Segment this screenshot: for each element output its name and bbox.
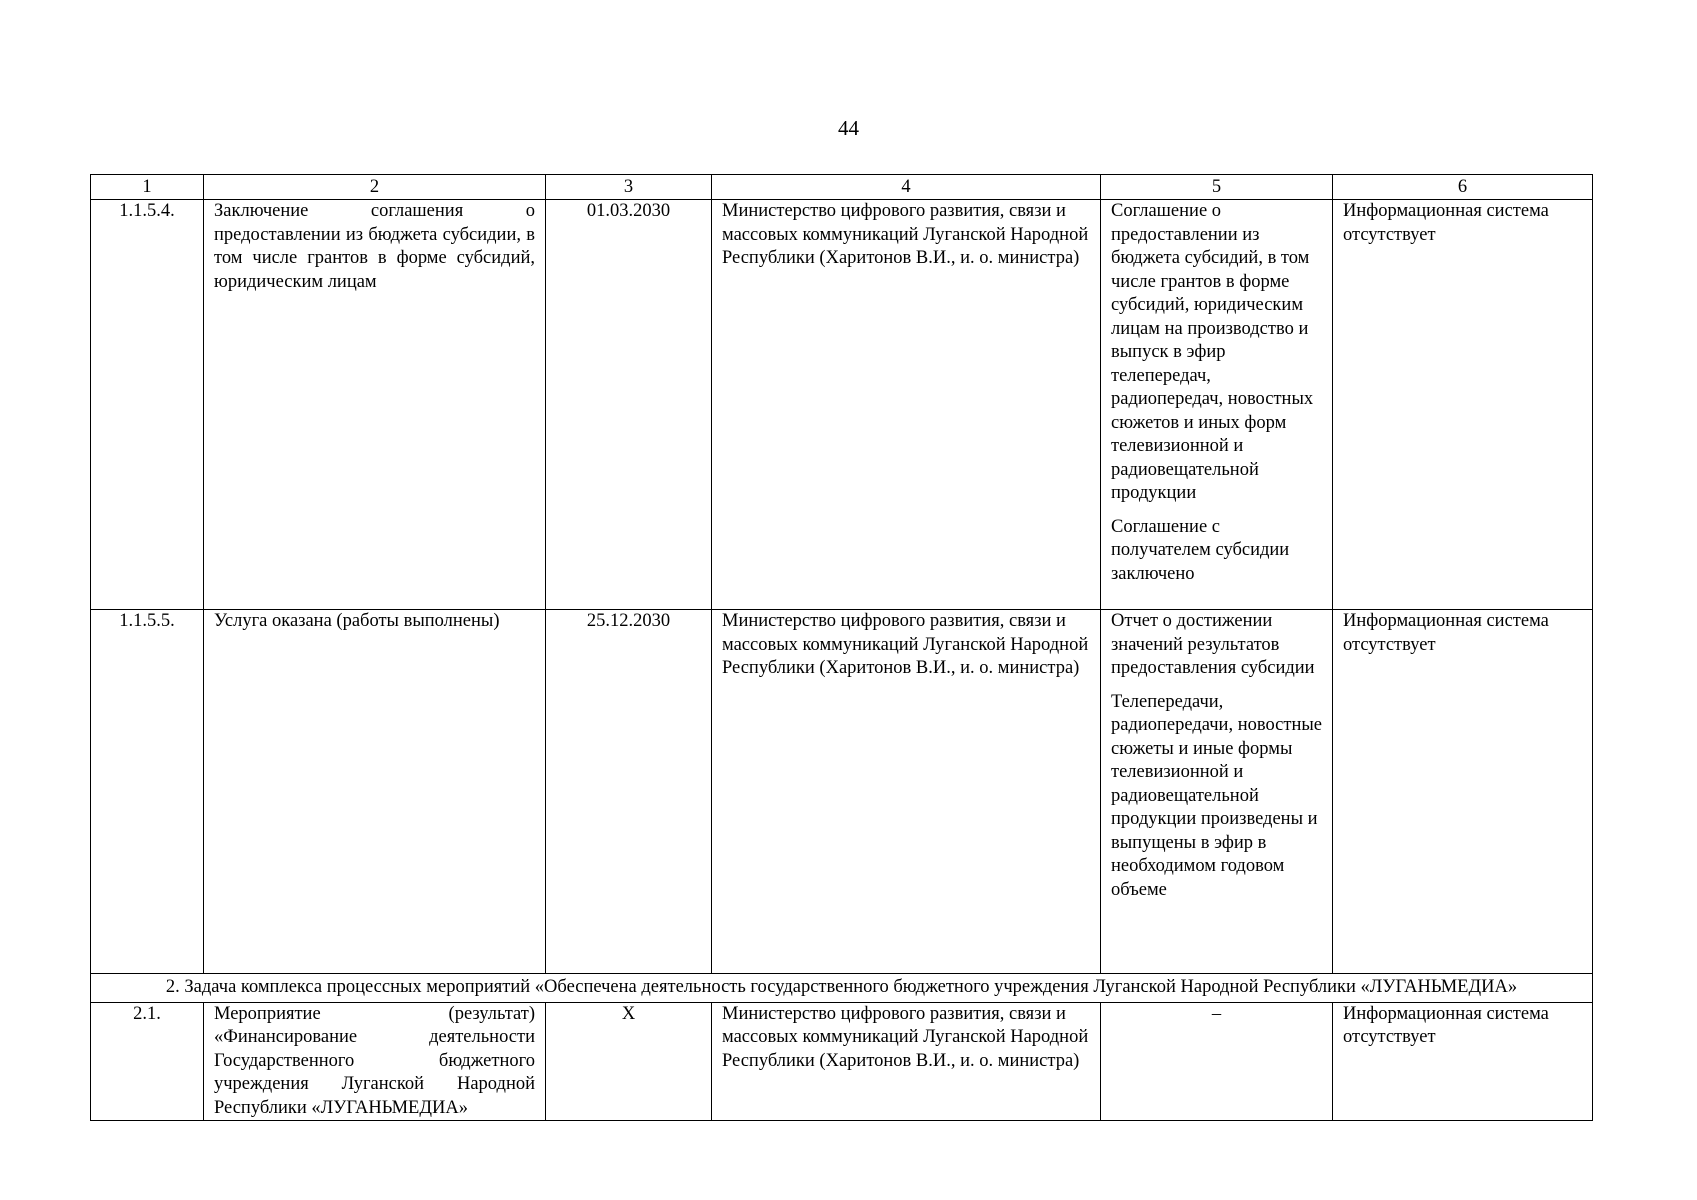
deadline-date: 01.03.2030 [546,200,712,610]
result-text: Отчет о достижении значений результатов предоставления субсидии [1111,611,1315,678]
task-section-row [91,974,1593,1003]
information-system: Информационная система отсутствует [1333,200,1593,610]
page-number: 44 [838,116,859,140]
table-row [91,1002,1593,1121]
result-text: Телепередачи, радиопередачи, новостные сюжеты и иные формы телевизионной и радиовещательной продукции произведены и выпущены в эфир в необходимом годовом объеме [1111,691,1322,900]
result-text: Соглашение о предоставлении из бюджета субсидий, в том числе грантов в форме субсидий, юридическим лицам на производство и выпуск в эфир телепередач, радиопередач, новостных сюжетов и иных форм телевизионной и радиовещательной продукции [1111,201,1314,503]
row-number: 2.1. [91,1002,204,1121]
column-header: 5 [1101,175,1333,200]
column-header: 6 [1333,175,1593,200]
row-number: 1.1.5.5. [91,610,204,974]
table-row [91,200,1593,610]
deadline-date: 25.12.2030 [546,610,712,974]
activity-name: Заключение соглашения о предоставлении из бюджета субсидии, в том числе грантов в форме субсидий, юридическим лицам [204,200,546,610]
row-number: 1.1.5.4. [91,200,204,610]
column-header: 1 [91,175,204,200]
table-header-row [91,175,1593,200]
table-row [91,610,1593,974]
column-header: 3 [546,175,712,200]
information-system: Информационная система отсутствует [1333,1002,1593,1121]
activity-name: Мероприятие (результат) «Финансирование деятельности Государственного бюджетного учреждения Луганской Народной Республики «ЛУГАНЬМЕДИА» [204,1002,546,1121]
activities-table [90,174,1593,1121]
responsible-executor: Министерство цифрового развития, связи и массовых коммуникаций Луганской Народной Республики (Харитонов В.И., и. о. министра) [712,1002,1101,1121]
responsible-executor: Министерство цифрового развития, связи и массовых коммуникаций Луганской Народной Республики (Харитонов В.И., и. о. министра) [712,610,1101,974]
activity-name: Услуга оказана (работы выполнены) [204,610,546,974]
result-document [1101,610,1333,974]
result-document: – [1101,1002,1333,1121]
task-heading: 2. Задача комплекса процессных мероприятий «Обеспечена деятельность государственного бюджетного учреждения Луганской Народной Республики «ЛУГАНЬМЕДИА» [91,974,1593,1003]
result-text: Соглашение с получателем субсидии заключено [1111,516,1290,584]
column-header: 2 [204,175,546,200]
responsible-executor: Министерство цифрового развития, связи и массовых коммуникаций Луганской Народной Республики (Харитонов В.И., и. о. министра) [712,200,1101,610]
result-document [1101,200,1333,610]
deadline-date: Х [546,1002,712,1121]
information-system: Информационная система отсутствует [1333,610,1593,974]
column-header: 4 [712,175,1101,200]
